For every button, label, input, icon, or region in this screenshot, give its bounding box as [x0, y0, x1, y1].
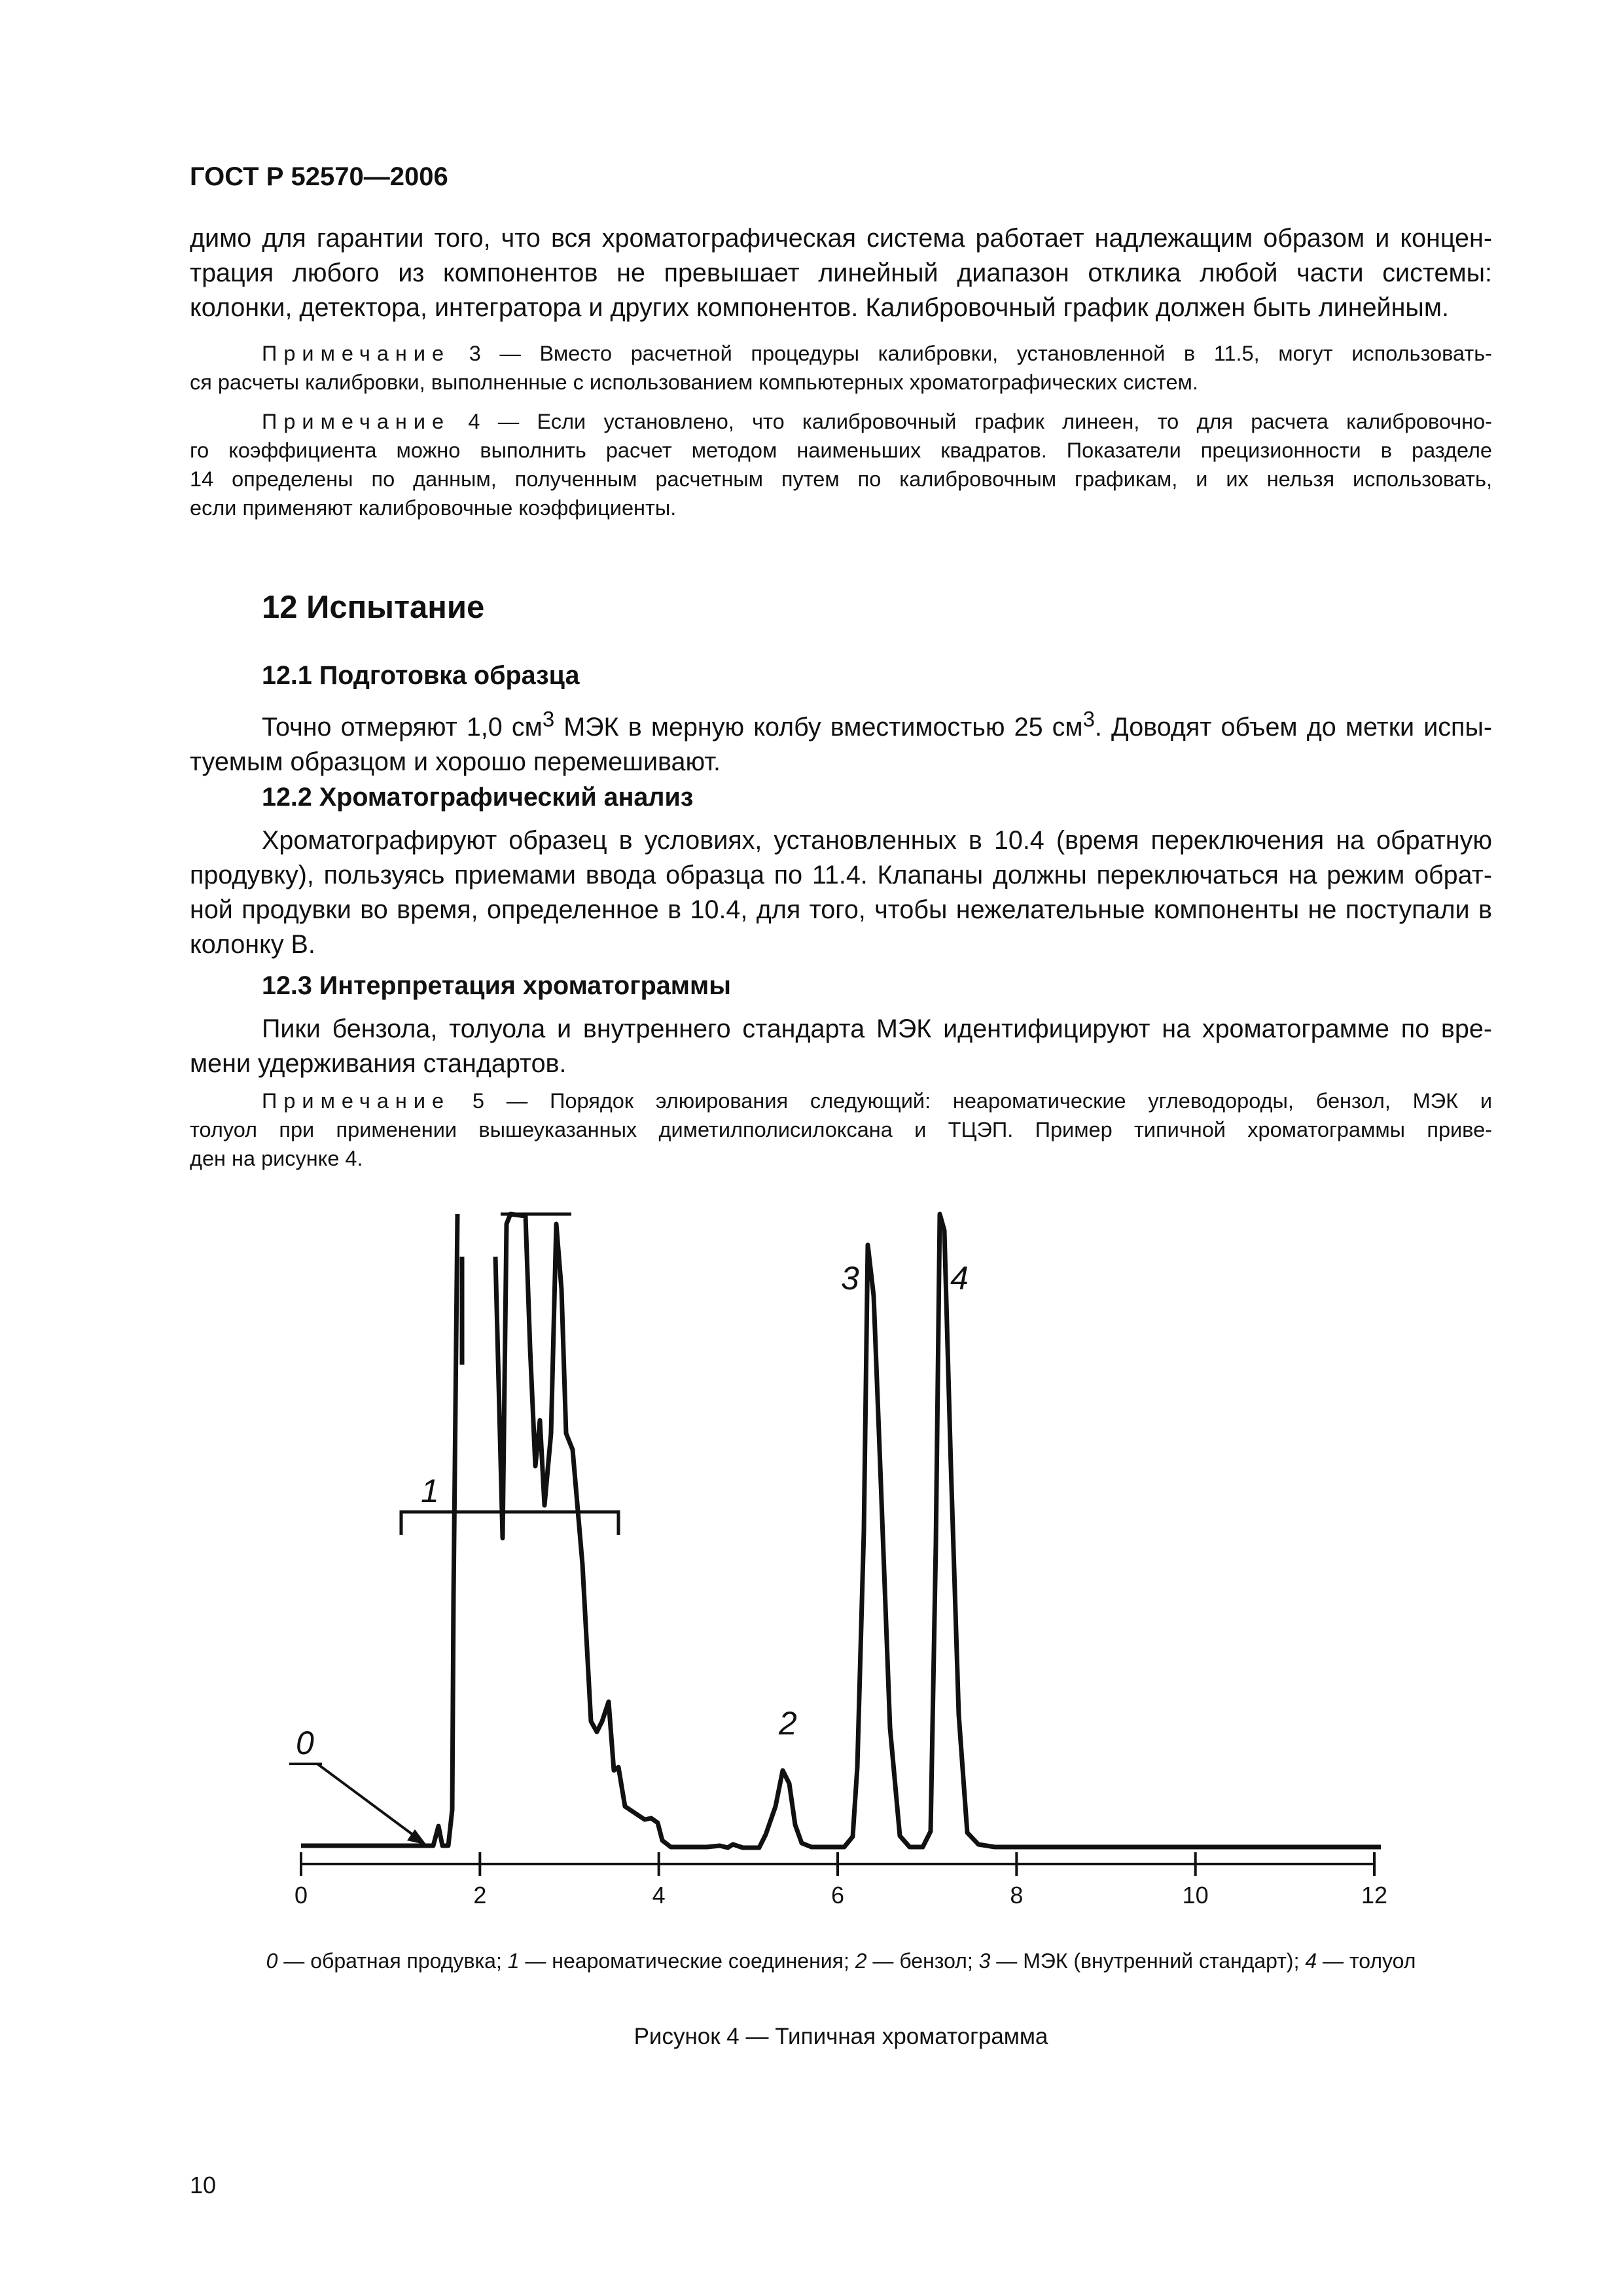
peak-label-4: 4 — [950, 1260, 969, 1297]
page-number: 10 — [190, 2172, 217, 2198]
subsection-12-1-text — [190, 702, 1492, 780]
legend-key: 3 — [978, 1949, 991, 1973]
text-run: . Доводят объем до метки испы- — [1094, 713, 1492, 742]
note-3 — [190, 339, 1492, 397]
bracket-1 — [401, 1512, 618, 1535]
subsection-title: 12.3 Интерпретация хроматограммы — [262, 971, 731, 1000]
x-tick-label: 4 — [652, 1882, 666, 1909]
text-line: колонки, детектора, интегратора и других компонентов. Калибровочный график должен быть линейным. — [190, 293, 1449, 322]
peak-label-0: 0 — [296, 1725, 314, 1761]
note-label: Примечание — [262, 410, 451, 433]
note-text: 5 — Порядок элюирования следующий: неароматические углеводороды, бензол, МЭК и — [472, 1089, 1492, 1113]
legend-value: — толуол — [1317, 1949, 1416, 1973]
text-line: ной продувки во время, определенное в 10.4, для того, чтобы нежелательные компоненты не поступали в — [190, 895, 1492, 924]
chromatogram-trace — [301, 1214, 457, 1846]
subsection-title: 12.2 Хроматографический анализ — [262, 783, 694, 812]
x-tick-label: 12 — [1361, 1882, 1388, 1909]
text-line: мени удерживания стандартов. — [190, 1049, 567, 1078]
text-line — [190, 339, 1492, 368]
x-tick-label: 10 — [1182, 1882, 1209, 1909]
x-tick-label: 2 — [473, 1882, 487, 1909]
text-line — [190, 1086, 1492, 1115]
x-tick-label: 6 — [830, 1882, 845, 1909]
legend-value: — обратная продувка; — [277, 1949, 508, 1973]
legend-key: 2 — [855, 1949, 867, 1973]
intro-paragraph — [190, 221, 1492, 325]
peak-label-1: 1 — [421, 1473, 439, 1509]
text-line: ся расчеты калибровки, выполненные с использованием компьютерных хроматографических систем. — [190, 370, 1198, 394]
x-tick-label: 0 — [294, 1882, 308, 1909]
legend-value: — МЭК (внутренний стандарт); — [990, 1949, 1306, 1973]
figure-legend — [190, 1949, 1492, 1973]
legend-key: 0 — [266, 1949, 278, 1973]
chromatogram-figure — [262, 1204, 1440, 1931]
text-line: толуол при применении вышеуказанных диметилполисилоксана и ТЦЭП. Пример типичной хроматограммы приве- — [190, 1118, 1492, 1141]
text-line — [190, 407, 1492, 436]
peak-label-3: 3 — [841, 1260, 859, 1297]
text-line: го коэффициента можно выполнить расчет методом наименьших квадратов. Показатели прецизионности в разделе — [190, 439, 1492, 462]
arrow-0-line — [317, 1764, 419, 1839]
subsection-title: 12.1 Подготовка образца — [262, 661, 580, 690]
section-title: 12 Испытание — [262, 590, 485, 625]
text-line: туемым образцом и хорошо перемешивают. — [190, 747, 721, 777]
text-line: Хроматографируют образец в условиях, установленных в 10.4 (время переключения на обратную — [262, 826, 1492, 855]
subsection-12-2-text — [190, 823, 1492, 962]
note-text: 3 — Вместо расчетной процедуры калибровки, установленной в 11.5, могут использовать- — [469, 342, 1493, 365]
text-run: Точно отмеряют 1,0 см — [262, 713, 543, 742]
text-line — [190, 702, 1492, 745]
legend-value: — бензол; — [866, 1949, 979, 1973]
superscript: 3 — [542, 707, 555, 731]
document-id-header: ГОСТ Р 52570—2006 — [190, 162, 448, 191]
legend-value: — неароматические соединения; — [519, 1949, 855, 1973]
superscript: 3 — [1082, 707, 1095, 731]
text-line: Пики бензола, толуола и внутреннего стандарта МЭК идентифицируют на хроматограмме по вре- — [262, 1014, 1492, 1043]
text-line: продувку), пользуясь приемами ввода образца по 11.4. Клапаны должны переключаться на режим обрат- — [190, 861, 1492, 889]
text-line: димо для гарантии того, что вся хроматографическая система работает надлежащим образом и концен- — [190, 224, 1492, 253]
figure-caption: Рисунок 4 — Типичная хроматограмма — [633, 2024, 1048, 2049]
subsection-12-3-text — [190, 1012, 1492, 1081]
x-axis-ticks — [294, 1852, 1387, 1909]
peak-label-2: 2 — [779, 1705, 797, 1742]
note-label: Примечание — [262, 342, 451, 365]
note-5 — [190, 1086, 1492, 1173]
chromatogram-trace — [495, 1214, 1381, 1848]
legend-key: 1 — [507, 1949, 520, 1973]
legend-key: 4 — [1305, 1949, 1317, 1973]
text-line: 14 определены по данным, полученным расчетным путем по калибровочным графикам, и их нельзя использовать, — [190, 467, 1492, 491]
text-line: трация любого из компонентов не превышает линейный диапазон отклика любой части системы: — [190, 259, 1492, 287]
note-label: Примечание — [262, 1089, 451, 1113]
text-run: МЭК в мерную колбу вместимостью 25 см — [554, 713, 1083, 742]
note-4 — [190, 407, 1492, 522]
note-text: 4 — Если установлено, что калибровочный график линеен, то для расчета калибровочно- — [468, 410, 1493, 433]
x-tick-label: 8 — [1010, 1882, 1024, 1909]
text-line: колонку В. — [190, 930, 315, 959]
text-line: если применяют калибровочные коэффициенты. — [190, 496, 677, 520]
text-line: ден на рисунке 4. — [190, 1147, 363, 1170]
